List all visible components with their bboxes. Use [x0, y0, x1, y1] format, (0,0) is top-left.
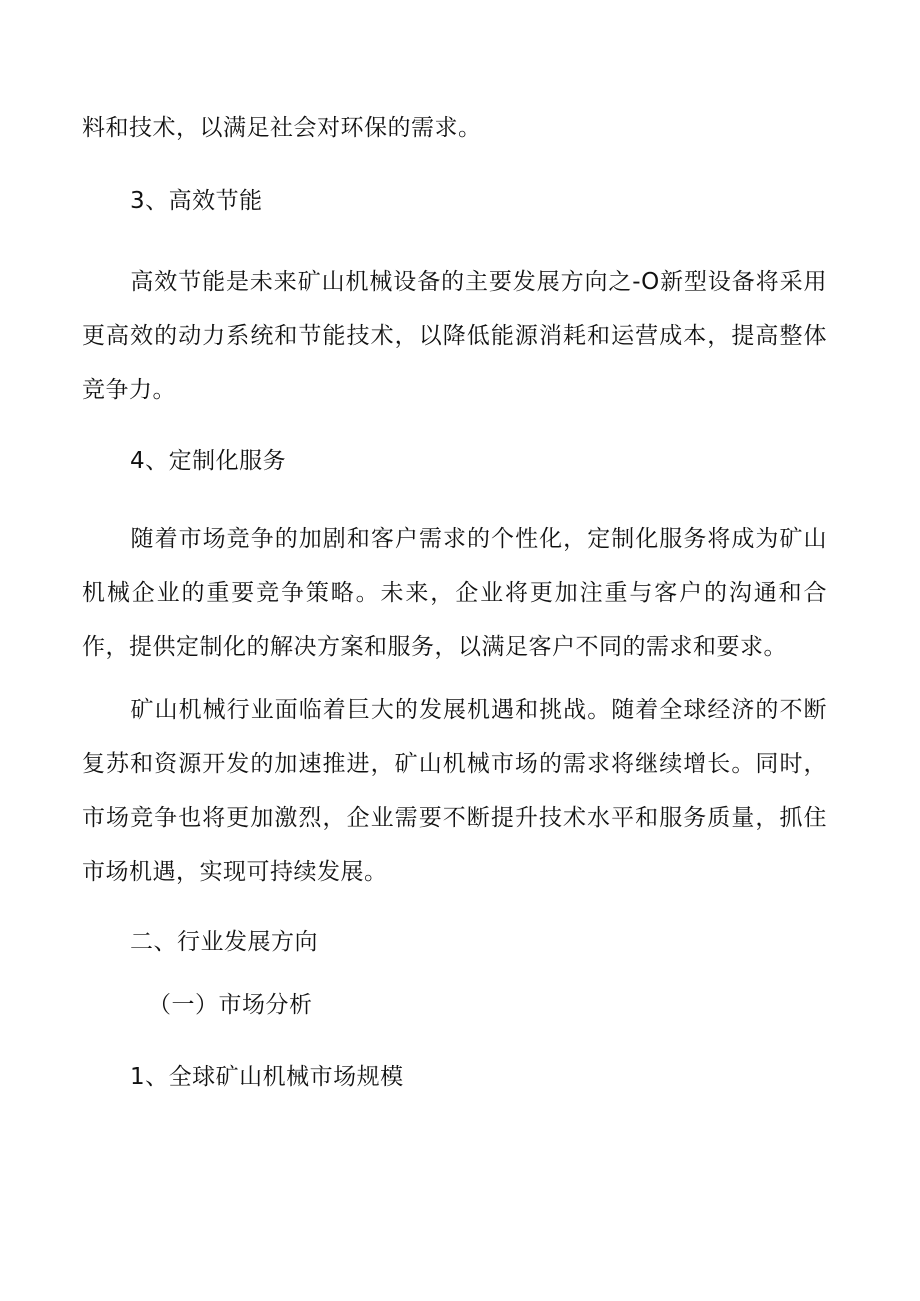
paragraph-continuation: 料和技术，以满足社会对环保的需求。	[82, 115, 482, 141]
paragraph-industry-summary	[82, 683, 827, 899]
subsection-heading-market-analysis: （一）市场分析	[148, 992, 313, 1018]
paragraph-summary-text: 矿山机械行业面临着巨大的发展机遇和挑战。随着全球经济的不断复苏和资源开发的加速推进，矿山机械市场的需求将继续增长。同时，市场竞争也将更加激烈，企业需要不断提升技术水平和服务质量，抓住市场机遇，实现可持续发展。	[82, 697, 827, 885]
paragraph-energy-efficiency	[82, 255, 827, 417]
paragraph-customized-service	[82, 512, 827, 674]
heading-energy-efficiency: 3、高效节能	[130, 188, 263, 214]
paragraph-custom-text: 随着市场竞争的加剧和客户需求的个性化，定制化服务将成为矿山机械企业的重要竞争策略。未来，企业将更加注重与客户的沟通和合作，提供定制化的解决方案和服务，以满足客户不同的需求和要求。	[82, 526, 827, 660]
heading-customized-service: 4、定制化服务	[130, 448, 287, 474]
heading-global-market-size: 1、全球矿山机械市场规模	[130, 1064, 404, 1090]
section-heading-development-direction: 二、行业发展方向	[130, 929, 318, 955]
paragraph-energy-text: 高效节能是未来矿山机械设备的主要发展方向之-O新型设备将采用更高效的动力系统和节能技术，以降低能源消耗和运营成本，提高整体竞争力。	[82, 269, 827, 403]
